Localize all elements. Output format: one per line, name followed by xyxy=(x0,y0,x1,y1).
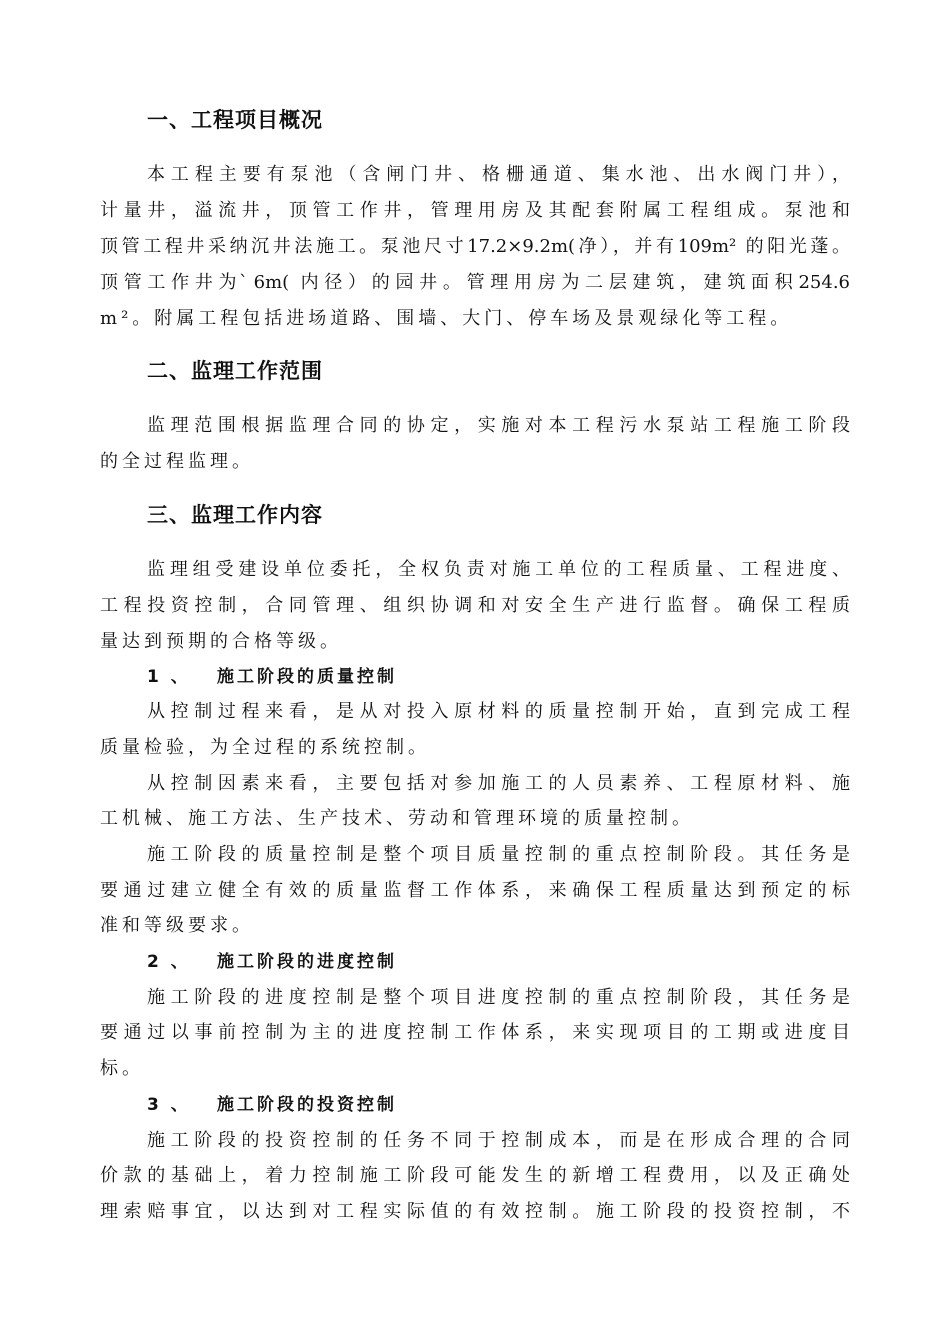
paragraph-line: 量达到预期的合格等级。 xyxy=(100,631,342,652)
section-heading-scope: 二、监理工作范围 xyxy=(147,359,323,383)
paragraph-line: 准和等级要求。 xyxy=(100,915,254,936)
paragraph-line: 本工程主要有泵池（含闸门井、格栅通道、集水池、出水阀门井）， xyxy=(147,164,850,185)
subsection-heading-quality xyxy=(147,662,397,687)
subsection-title: 施工阶段的质量控制 xyxy=(217,667,397,687)
subsection-heading-investment xyxy=(147,1090,397,1115)
paragraph-line: 工程投资控制，合同管理、组织协调和对安全生产进行监督。确保工程质 xyxy=(100,595,850,616)
paragraph-line: 监理范围根据监理合同的协定，实施对本工程污水泵站工程施工阶段 xyxy=(147,415,850,436)
paragraph-line: 价款的基础上，着力控制施工阶段可能发生的新增工程费用，以及正确处 xyxy=(100,1165,850,1186)
paragraph-line: 从控制因素来看，主要包括对参加施工的人员素养、工程原材料、施 xyxy=(147,773,850,794)
paragraph-line: 顶管工程井采纳沉井法施工。泵池尺寸17.2×9.2m(净），并有109m² 的阳光蓬。 xyxy=(100,236,850,257)
subsection-number: 3 、 xyxy=(147,1095,191,1115)
paragraph-line: 理索赔事宜，以达到对工程实际值的有效控制。施工阶段的投资控制，不 xyxy=(100,1201,850,1222)
section-heading-overview: 一、工程项目概况 xyxy=(147,108,323,132)
subsection-number: 2 、 xyxy=(147,952,191,972)
paragraph-line: 要通过建立健全有效的质量监督工作体系，来确保工程质量达到预定的标 xyxy=(100,880,850,901)
subsection-number: 1 、 xyxy=(147,667,191,687)
section-heading-content: 三、监理工作内容 xyxy=(147,503,323,527)
subsection-heading-schedule xyxy=(147,947,397,972)
paragraph-line: 顶管工作井为 ̀6m( 内径）的园井。管理用房为二层建筑，建筑面积254.6 xyxy=(100,272,850,293)
subsection-title: 施工阶段的进度控制 xyxy=(217,952,397,972)
paragraph-line: 工机械、施工方法、生产技术、劳动和管理环境的质量控制。 xyxy=(100,808,694,829)
paragraph-line: 施工阶段的投资控制的任务不同于控制成本，而是在形成合理的合同 xyxy=(147,1130,850,1151)
paragraph-line: 施工阶段的质量控制是整个项目质量控制的重点控制阶段。其任务是 xyxy=(147,844,850,865)
paragraph-line: m²。附属工程包括进场道路、围墙、大门、停车场及景观绿化等工程。 xyxy=(100,308,793,329)
paragraph-line: 要通过以事前控制为主的进度控制工作体系，来实现项目的工期或进度目 xyxy=(100,1022,850,1043)
paragraph-line: 施工阶段的进度控制是整个项目进度控制的重点控制阶段，其任务是 xyxy=(147,987,850,1008)
paragraph-line: 标。 xyxy=(100,1058,144,1079)
paragraph-line: 计量井，溢流井，顶管工作井，管理用房及其配套附属工程组成。泵池和 xyxy=(100,200,850,221)
paragraph-line: 从控制过程来看，是从对投入原材料的质量控制开始，直到完成工程 xyxy=(147,701,850,722)
paragraph-line: 质量检验，为全过程的系统控制。 xyxy=(100,737,430,758)
paragraph-line: 的全过程监理。 xyxy=(100,451,254,472)
paragraph-line: 监理组受建设单位委托，全权负责对施工单位的工程质量、工程进度、 xyxy=(147,559,850,580)
subsection-title: 施工阶段的投资控制 xyxy=(217,1095,397,1115)
